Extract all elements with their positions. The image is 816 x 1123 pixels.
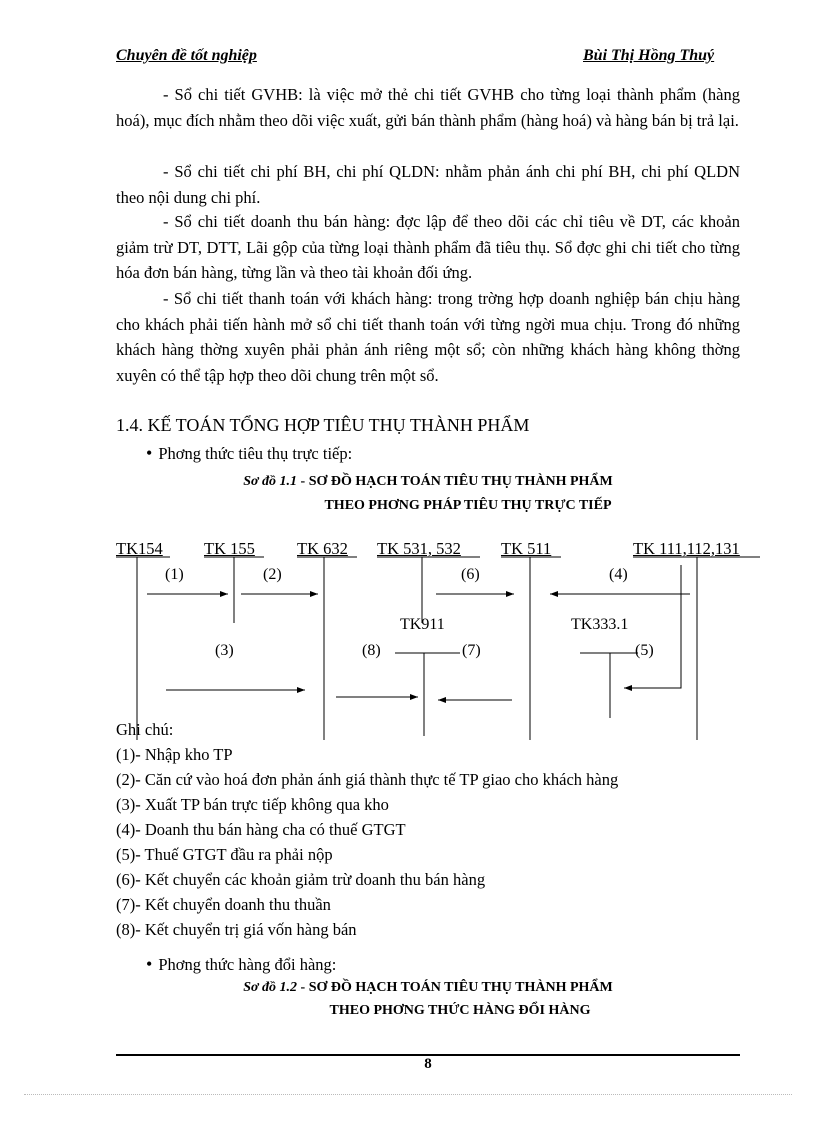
account-tk333-1: TK333.1 bbox=[571, 616, 629, 633]
header-left-title: Chuyên đề tốt nghiệp bbox=[116, 47, 257, 64]
account-tk531-532: TK 531, 532 bbox=[377, 539, 461, 558]
note-4: (4)- Doanh thu bán hàng cha có thuế GTGT bbox=[116, 820, 406, 839]
page-number: 8 bbox=[424, 1056, 432, 1072]
diagram2-prefix: Sơ đồ 1.2 bbox=[243, 980, 298, 995]
note-6: (6)- Kết chuyển các khoản giảm trừ doanh thu bán hàng bbox=[116, 870, 486, 889]
step-label-6: (6) bbox=[461, 566, 480, 583]
paragraph-chi-phi: - Sổ chi tiết chi phí BH, chi phí QLDN: nhằm phản ánh chi phí BH, chi phí QLDN theo nội dung chi phí. bbox=[116, 162, 740, 207]
step-label-4: (4) bbox=[609, 566, 628, 583]
bullet-barter-text: Phơng thức hàng đổi hàng: bbox=[158, 955, 337, 974]
step-label-8: (8) bbox=[362, 642, 381, 659]
account-tk111-112-131: TK 111,112,131 bbox=[633, 539, 740, 558]
header-author: Bùi Thị Hồng Thuý bbox=[583, 47, 715, 64]
note-3: (3)- Xuất TP bán trực tiếp không qua kho bbox=[116, 795, 389, 814]
step-label-5: (5) bbox=[635, 642, 654, 659]
account-tk155: TK 155 bbox=[204, 539, 255, 558]
diagram1-title-text: - SƠ ĐỒ HẠCH TOÁN TIÊU THỤ THÀNH PHẨM bbox=[297, 474, 613, 489]
paragraph-thanh-toan: - Sổ chi tiết thanh toán với khách hàng: trong trờng hợp doanh nghiệp bán chịu hàng cho khách phải tiến hành mở sổ chi tiết thanh toán với từng ngời mua chịu. Trong đó những khách hàng thờng xuyên phải phản ánh riêng một sổ; còn những khách hàng không thờng xuyên có thể tập hợp theo dõi chung trên một sổ. bbox=[116, 289, 740, 385]
note-5: (5)- Thuế GTGT đầu ra phải nộp bbox=[116, 845, 333, 864]
step-label-3: (3) bbox=[215, 642, 234, 659]
arrow-5 bbox=[624, 565, 681, 688]
section-heading: 1.4. KẾ TOÁN TỔNG HỢP TIÊU THỤ THÀNH PHẨM bbox=[116, 415, 530, 435]
diagram1-prefix: Sơ đồ 1.1 bbox=[243, 474, 298, 489]
bullet-dot-icon: • bbox=[146, 443, 153, 463]
note-2: (2)- Căn cứ vào hoá đơn phản ánh giá thành thực tế TP giao cho khách hàng bbox=[116, 770, 619, 789]
account-tk511: TK 511 bbox=[501, 539, 552, 558]
bullet-direct-sale-text: Phơng thức tiêu thụ trực tiếp: bbox=[158, 444, 353, 463]
note-1: (1)- Nhập kho TP bbox=[116, 745, 233, 764]
note-8: (8)- Kết chuyển trị giá vốn hàng bán bbox=[116, 920, 357, 939]
diagram2-title-line1 bbox=[150, 980, 706, 996]
step-label-2: (2) bbox=[263, 566, 282, 583]
step-label-7: (7) bbox=[462, 642, 481, 659]
bullet-dot-icon: • bbox=[146, 954, 153, 974]
diagram1-title-line2: THEO PHƠNG PHÁP TIÊU THỤ TRỰC TIẾP bbox=[324, 498, 612, 513]
notes-title: Ghi chú: bbox=[116, 720, 174, 739]
note-7: (7)- Kết chuyển doanh thu thuần bbox=[116, 895, 331, 914]
account-tk911: TK911 bbox=[400, 616, 445, 633]
diagram2-title-text: - SƠ ĐỒ HẠCH TOÁN TIÊU THỤ THÀNH PHẨM bbox=[297, 980, 613, 995]
bullet-barter bbox=[146, 954, 336, 975]
diagram2-title-line2: THEO PHƠNG THỨC HÀNG ĐỔI HÀNG bbox=[329, 1003, 591, 1018]
paragraph-gvhb: - Sổ chi tiết GVHB: là việc mở thẻ chi tiết GVHB cho từng loại thành phẩm (hàng hoá), mục đích nhằm theo dõi việc xuất, gửi bán thành phẩm (hàng hoá) và hàng bán bị trả lại. bbox=[116, 85, 740, 130]
step-label-1: (1) bbox=[165, 566, 184, 583]
page-bottom-dotted bbox=[24, 1094, 792, 1095]
account-tk154: TK154 bbox=[116, 539, 163, 558]
paragraph-doanh-thu: - Sổ chi tiết doanh thu bán hàng: đợc lập để theo dõi các chỉ tiêu về DT, các khoản giảm trừ DT, DTT, Lãi gộp của từng loại thành phẩm đã tiêu thụ. Sổ đợc ghi chi tiết cho từng hóa đơn bán hàng, từng lần và theo tài khoản đối ứng. bbox=[116, 212, 740, 282]
account-tk632: TK 632 bbox=[297, 539, 348, 558]
